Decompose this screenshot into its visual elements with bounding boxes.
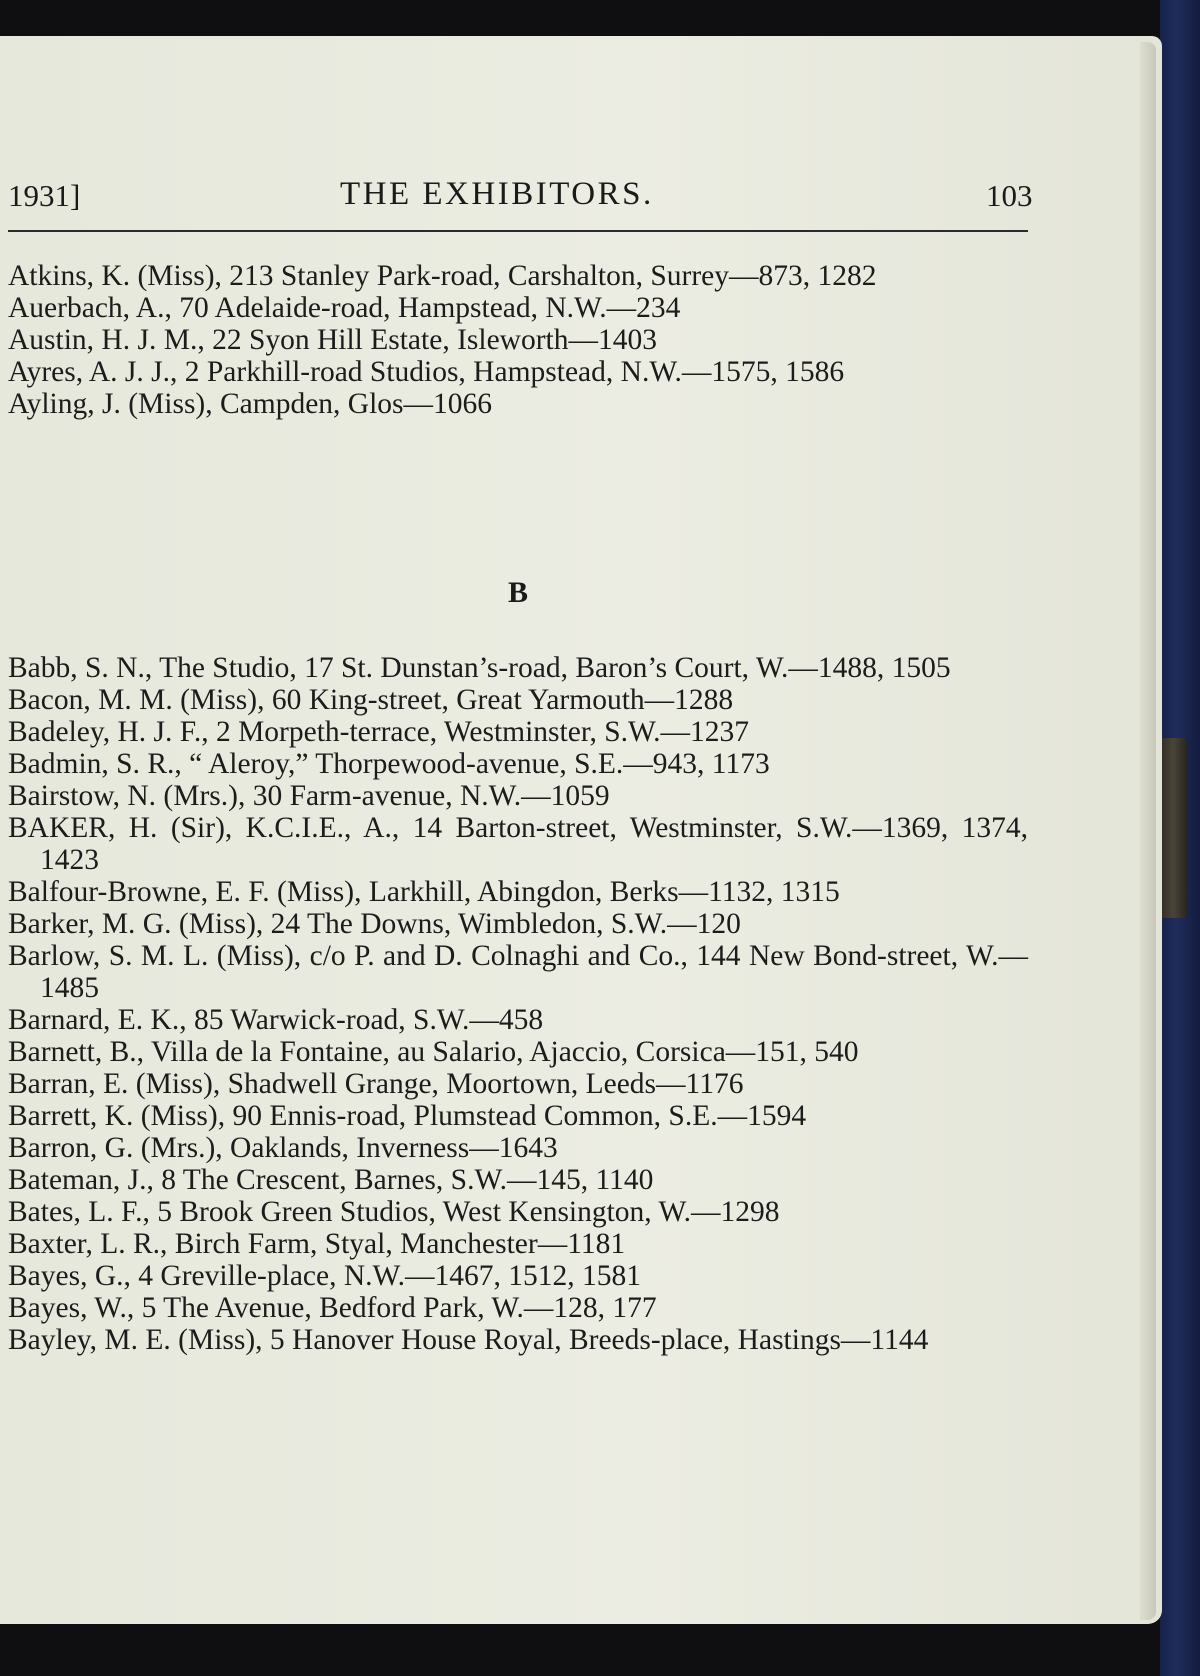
list-item: Barrett, K. (Miss), 90 Ennis-road, Plumstead Common, S.E.—1594 [8, 1100, 807, 1132]
list-item: Auerbach, A., 70 Adelaide-road, Hampstead, N.W.—234 [8, 292, 681, 324]
section-b-entries [8, 652, 1028, 1356]
list-item: Barker, M. G. (Miss), 24 The Downs, Wimbledon, S.W.—120 [8, 908, 741, 940]
list-item: BAKER, H. (Sir), K.C.I.E., A., 14 Barton-street, Westminster, S.W.—1369, 1374, 1423 [8, 812, 1028, 876]
list-item: Bates, L. F., 5 Brook Green Studios, West Kensington, W.—1298 [8, 1196, 780, 1228]
list-item: Babb, S. N., The Studio, 17 St. Dunstan’s-road, Baron’s Court, W.—1488, 1505 [8, 652, 951, 684]
list-item: Badeley, H. J. F., 2 Morpeth-terrace, Westminster, S.W.—1237 [8, 716, 750, 748]
section-heading-b: B [508, 576, 529, 609]
list-item: Bacon, M. M. (Miss), 60 King-street, Great Yarmouth—1288 [8, 684, 734, 716]
list-item: Balfour-Browne, E. F. (Miss), Larkhill, Abingdon, Berks—1132, 1315 [8, 876, 840, 908]
list-item: Badmin, S. R., “ Aleroy,” Thorpewood-avenue, S.E.—943, 1173 [8, 748, 770, 780]
list-item: Ayres, A. J. J., 2 Parkhill-road Studios, Hampstead, N.W.—1575, 1586 [8, 356, 845, 388]
list-item: Atkins, K. (Miss), 213 Stanley Park-road, Carshalton, Surrey—873, 1282 [8, 260, 877, 292]
running-header [8, 172, 1033, 224]
list-item: Bateman, J., 8 The Crescent, Barnes, S.W.—145, 1140 [8, 1164, 654, 1196]
list-item: Bairstow, N. (Mrs.), 30 Farm-avenue, N.W.—1059 [8, 780, 610, 812]
header-page-number: 103 [986, 178, 1033, 213]
header-rule [8, 230, 1028, 232]
header-year: 1931] [8, 178, 81, 213]
list-item: Bayley, M. E. (Miss), 5 Hanover House Royal, Breeds-place, Hastings—1144 [8, 1324, 929, 1356]
list-item: Baxter, L. R., Birch Farm, Styal, Manchester—1181 [8, 1228, 626, 1260]
list-item: Bayes, W., 5 The Avenue, Bedford Park, W.—128, 177 [8, 1292, 657, 1324]
list-item: Barran, E. (Miss), Shadwell Grange, Moortown, Leeds—1176 [8, 1068, 744, 1100]
section-a-entries [8, 260, 1028, 420]
list-item: Austin, H. J. M., 22 Syon Hill Estate, Isleworth—1403 [8, 324, 657, 356]
list-item: Barlow, S. M. L. (Miss), c/o P. and D. Colnaghi and Co., 144 New Bond-street, W.—1485 [8, 940, 1028, 1004]
page-edge [1140, 42, 1156, 1620]
list-item: Barnard, E. K., 85 Warwick-road, S.W.—458 [8, 1004, 544, 1036]
list-item: Barnett, B., Villa de la Fontaine, au Salario, Ajaccio, Corsica—151, 540 [8, 1036, 859, 1068]
book-clasp [1158, 738, 1188, 918]
list-item: Ayling, J. (Miss), Campden, Glos—1066 [8, 388, 493, 420]
header-title: THE EXHIBITORS. [340, 176, 654, 212]
list-item: Barron, G. (Mrs.), Oaklands, Inverness—1643 [8, 1132, 558, 1164]
list-item: Bayes, G., 4 Greville-place, N.W.—1467, 1512, 1581 [8, 1260, 642, 1292]
